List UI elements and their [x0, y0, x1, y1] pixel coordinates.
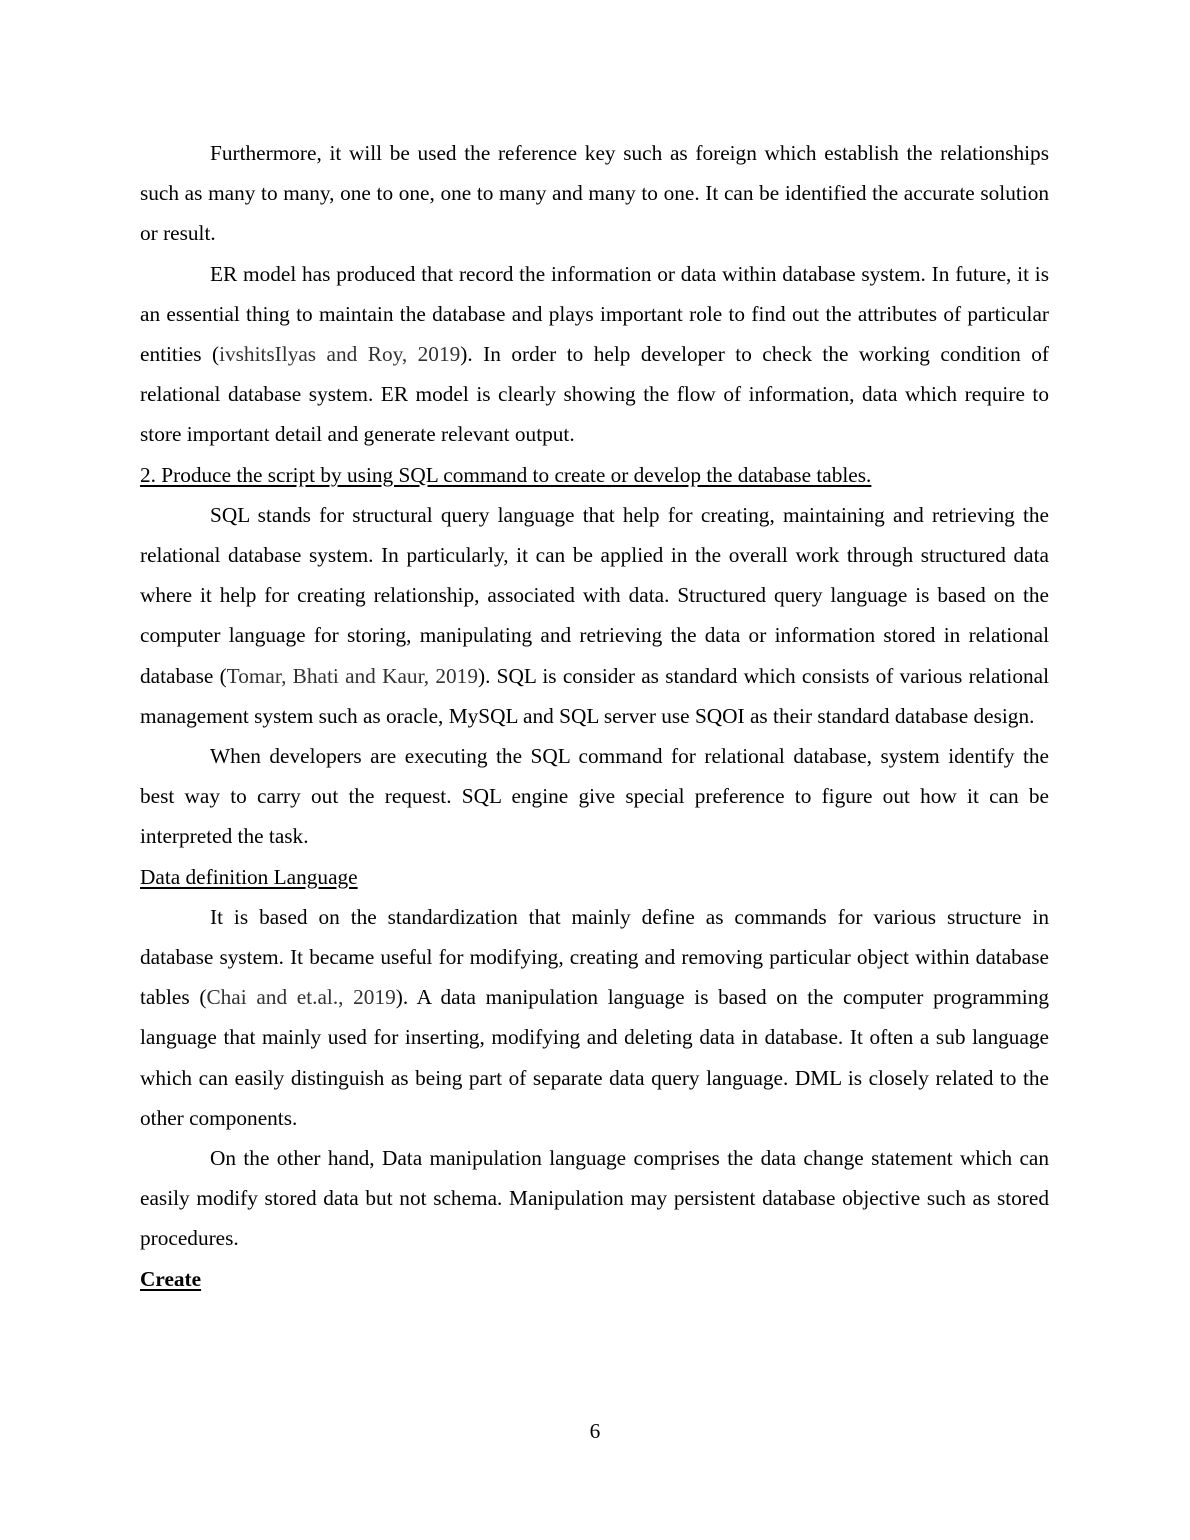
citation: Tomar, Bhati and Kaur, 2019	[226, 663, 478, 688]
paragraph-foreign-key	[140, 133, 1049, 254]
paragraph-dml	[140, 1138, 1049, 1259]
paragraph-text: When developers are executing the SQL command for relational database, system identify the best way to carry out the request. SQL engine give special preference to figure out how it can be interpreted the task.	[140, 744, 1049, 849]
subsection-heading-ddl: Data definition Language	[140, 864, 358, 889]
paragraph-sql-engine	[140, 736, 1049, 857]
section-heading: 2. Produce the script by using SQL command to create or develop the database tables.	[140, 462, 872, 487]
citation: Chai and et.al., 2019	[206, 985, 396, 1010]
paragraph-text: ). A data manipulation language is based on the computer programming language that mainly used for inserting, modifying and deleting data in database. It often a sub language which can easily distinguish as being part of separate data query language. DML is closely related to the other components.	[140, 985, 1049, 1130]
page-number: 6	[589, 1419, 601, 1443]
paragraph-ddl	[140, 897, 1049, 1138]
paragraph-text: ). In order to help developer to check the working condition of relational database system. ER model is clearly showing the flow of information, data which require to store important detail and generate relevant output.	[140, 342, 1049, 447]
citation: ivshitsIlyas and Roy, 2019	[219, 342, 461, 367]
page-body	[140, 133, 1049, 1299]
paragraph-er-model	[140, 254, 1049, 455]
paragraph-text: ). SQL is consider as standard which consists of various relational management system such as oracle, MySQL and SQL server use SQOI as their standard database design.	[140, 663, 1050, 728]
paragraph-text: It is based on the standardization that mainly define as commands for various structure in database system. It became useful for modifying, creating and removing particular object within database tables (	[140, 904, 1049, 1010]
paragraph-text: SQL stands for structural query language that help for creating, maintaining and retrieving the relational database system. In particularly, it can be applied in the overall work through structured data where it help for creating relationship, associated with data. Structured query language is based on the computer language for storing, manipulating and retrieving the data or information stored in relational database (	[140, 502, 1049, 688]
paragraph-text: ER model has produced that record the information or data within database system. In future, it is an essential thing to maintain the database and plays important role to find out the attributes of particular entities (	[140, 261, 1049, 367]
paragraph-text: Furthermore, it will be used the reference key such as foreign which establish the relationships such as many to many, one to one, one to many and many to one. It can be identified the accurate solution or result.	[140, 141, 1049, 246]
subsection-heading-create: Create	[140, 1266, 202, 1291]
paragraph-text: On the other hand, Data manipulation language comprises the data change statement which can easily modify stored data but not schema. Manipulation may persistent database objective such as stored procedures.	[140, 1146, 1049, 1251]
paragraph-sql-definition	[140, 495, 1049, 736]
